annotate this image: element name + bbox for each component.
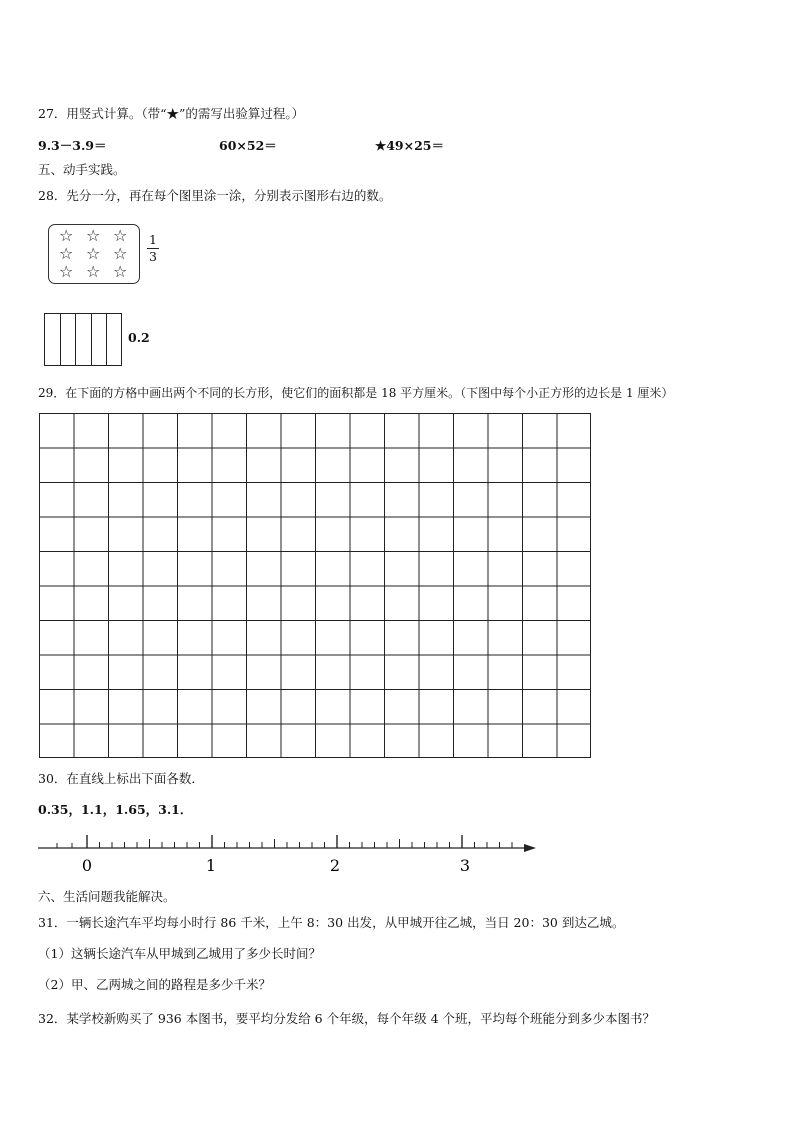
star-icon[interactable]: ☆ — [113, 226, 128, 245]
q27-title: 27．用竖式计算。（带“★”的需写出验算过程。） — [38, 106, 305, 121]
fraction-numerator: 1 — [149, 232, 157, 247]
fraction-denominator: 3 — [149, 249, 157, 264]
star-group-box[interactable] — [48, 224, 140, 284]
number-line[interactable] — [36, 826, 538, 876]
star-icon[interactable]: ☆ — [113, 262, 128, 281]
axis-label: 3 — [459, 856, 471, 875]
arrow-head-icon — [524, 844, 536, 852]
rectangle-divider — [106, 314, 107, 365]
section-6-heading: 六、生活问题我能解决。 — [38, 889, 176, 904]
axis-label: 1 — [205, 856, 217, 875]
q32-title: 32．某学校新购买了 936 本图书，要平均分发给 6 个年级，每个年级 4 个班，平均每个班能分到多少本图书？ — [38, 1011, 656, 1026]
star-icon[interactable]: ☆ — [59, 226, 74, 245]
star-icon[interactable]: ☆ — [86, 226, 101, 245]
axis-label: 0 — [81, 856, 93, 875]
q31-title: 31．一辆长途汽车平均每小时行 86 千米，上午 8：30 出发，从甲城开往乙城，当日 20：30 到达乙城。 — [38, 915, 625, 930]
star-icon[interactable]: ☆ — [59, 244, 74, 263]
q30-title: 30．在直线上标出下面各数． — [38, 771, 204, 786]
q30-numbers: 0.35，1.1，1.65，3.1． — [38, 802, 193, 817]
star-icon[interactable]: ☆ — [86, 262, 101, 281]
divided-rectangle[interactable] — [44, 313, 122, 366]
rectangle-label: 0.2 — [128, 330, 150, 345]
rectangle-divider — [91, 314, 92, 365]
fraction-one-third — [147, 233, 159, 264]
q28-title: 28．先分一分，再在每个图里涂一涂，分别表示图形右边的数。 — [38, 188, 392, 203]
rectangle-divider — [60, 314, 61, 365]
q31-sub-1: （1）这辆长途汽车从甲城到乙城用了多少长时间？ — [38, 946, 321, 961]
star-icon[interactable]: ☆ — [113, 244, 128, 263]
q31-sub-2: （2）甲、乙两城之间的路程是多少千米？ — [38, 977, 271, 992]
square-grid[interactable] — [39, 413, 591, 758]
star-icon[interactable]: ☆ — [59, 262, 74, 281]
number-line-ticks — [57, 835, 512, 848]
q29-title: 29．在下面的方格中画出两个不同的长方形，使它们的面积都是 18 平方厘米。（下图中每个小正方形的边长是 1 厘米） — [38, 386, 674, 400]
star-icon[interactable]: ☆ — [86, 244, 101, 263]
rectangle-divider — [75, 314, 76, 365]
q27-calc-1: 9.3－3.9＝ — [38, 138, 107, 153]
section-5-heading: 五、动手实践。 — [38, 162, 126, 177]
axis-label: 2 — [329, 856, 341, 875]
q27-calc-3: ★49×25＝ — [375, 138, 444, 153]
q27-calc-2: 60×52＝ — [219, 138, 277, 153]
